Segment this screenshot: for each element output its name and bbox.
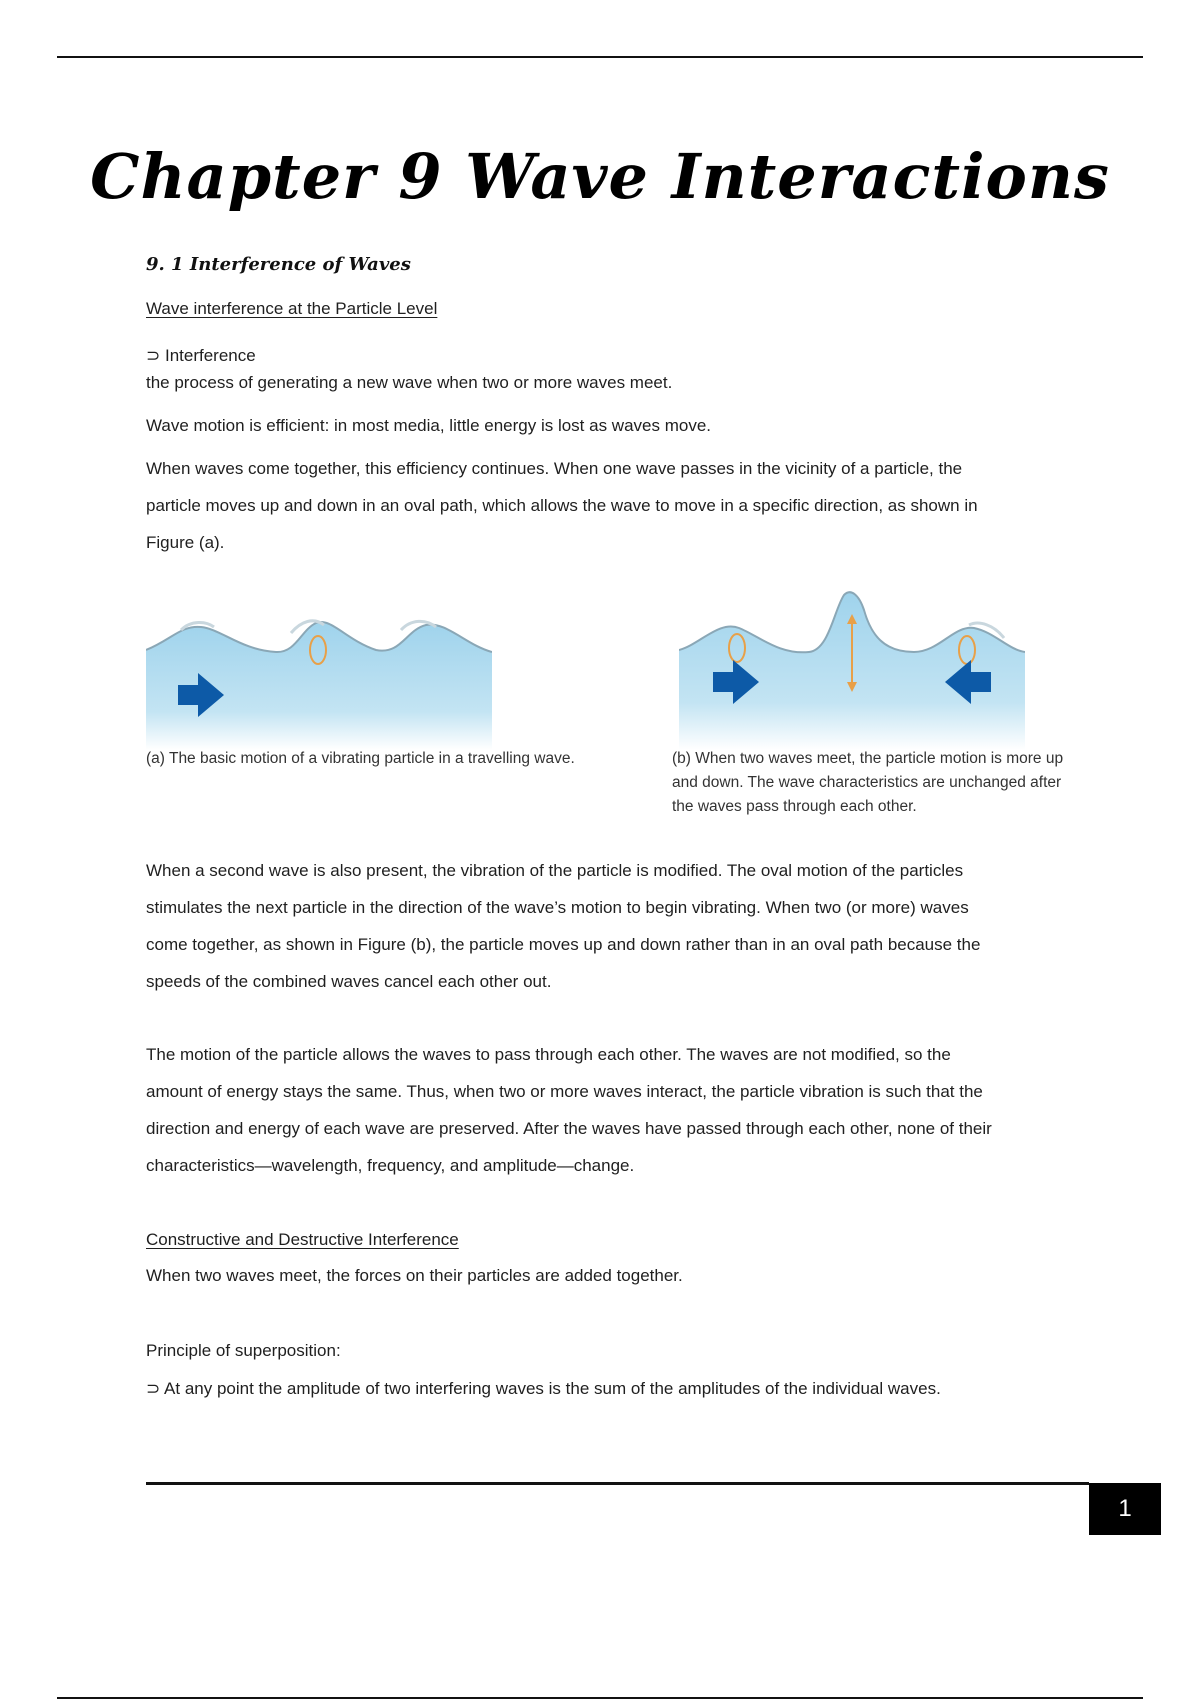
figure-a-caption: (a) The basic motion of a vibrating particle in a travelling wave. xyxy=(146,750,575,767)
para-line: Figure (a). xyxy=(146,533,225,552)
para-motion xyxy=(146,1036,1076,1184)
para-line: The motion of the particle allows the waves to pass through each other. The waves are not modified, so the xyxy=(146,1045,951,1064)
caption-line: the waves pass through each other. xyxy=(672,798,917,815)
figure-b-caption xyxy=(672,747,1063,819)
section-heading: 9. 1 Interference of Waves xyxy=(146,254,411,275)
para-second-wave xyxy=(146,852,1076,1000)
figure-b-meeting-waves xyxy=(679,590,1025,750)
top-rule xyxy=(57,56,1143,58)
principle-text: At any point the amplitude of two interfering waves is the sum of the amplitudes of the individual waves. xyxy=(164,1379,941,1398)
term-interference xyxy=(146,346,256,366)
subheading-constructive-destructive: Constructive and Destructive Interference xyxy=(146,1230,459,1249)
bullet-icon: ⊃ xyxy=(146,346,161,365)
para-particle xyxy=(146,450,1076,561)
chapter-title: Chapter 9 Wave Interactions xyxy=(90,140,1110,213)
caption-line: and down. The wave characteristics are unchanged after xyxy=(672,774,1062,791)
term-definition: the process of generating a new wave when two or more waves meet. xyxy=(146,373,673,392)
principle-statement xyxy=(146,1379,941,1399)
bullet-icon: ⊃ xyxy=(146,1379,161,1398)
subheading-particle-level: Wave interference at the Particle Level xyxy=(146,299,438,318)
para-line: characteristics—wavelength, frequency, and amplitude—change. xyxy=(146,1156,635,1175)
para-line: direction and energy of each wave are preserved. After the waves have passed through each other, none of their xyxy=(146,1119,992,1138)
figure-a-travelling-wave xyxy=(146,605,492,750)
para-forces: When two waves meet, the forces on their particles are added together. xyxy=(146,1266,683,1285)
caption-line: (b) When two waves meet, the particle motion is more up xyxy=(672,750,1064,767)
principle-label: Principle of superposition: xyxy=(146,1341,341,1360)
para-line: stimulates the next particle in the direction of the wave’s motion to begin vibrating. When two (or more) waves xyxy=(146,898,969,917)
para-efficiency: Wave motion is efficient: in most media, little energy is lost as waves move. xyxy=(146,416,712,435)
para-line: When waves come together, this efficiency continues. When one wave passes in the vicinity of a particle, the xyxy=(146,459,963,478)
term-name: Interference xyxy=(164,346,256,365)
para-line: When a second wave is also present, the vibration of the particle is modified. The oval motion of the particles xyxy=(146,861,964,880)
para-line: amount of energy stays the same. Thus, when two or more waves interact, the particle vibration is such that the xyxy=(146,1082,983,1101)
para-line: speeds of the combined waves cancel each other out. xyxy=(146,972,552,991)
footer-rule xyxy=(146,1482,1089,1485)
bottom-rule xyxy=(57,1697,1143,1699)
para-line: particle moves up and down in an oval path, which allows the wave to move in a specific direction, as shown in xyxy=(146,496,978,515)
page-number: 1 xyxy=(1089,1483,1161,1535)
para-line: come together, as shown in Figure (b), the particle moves up and down rather than in an oval path because the xyxy=(146,935,981,954)
